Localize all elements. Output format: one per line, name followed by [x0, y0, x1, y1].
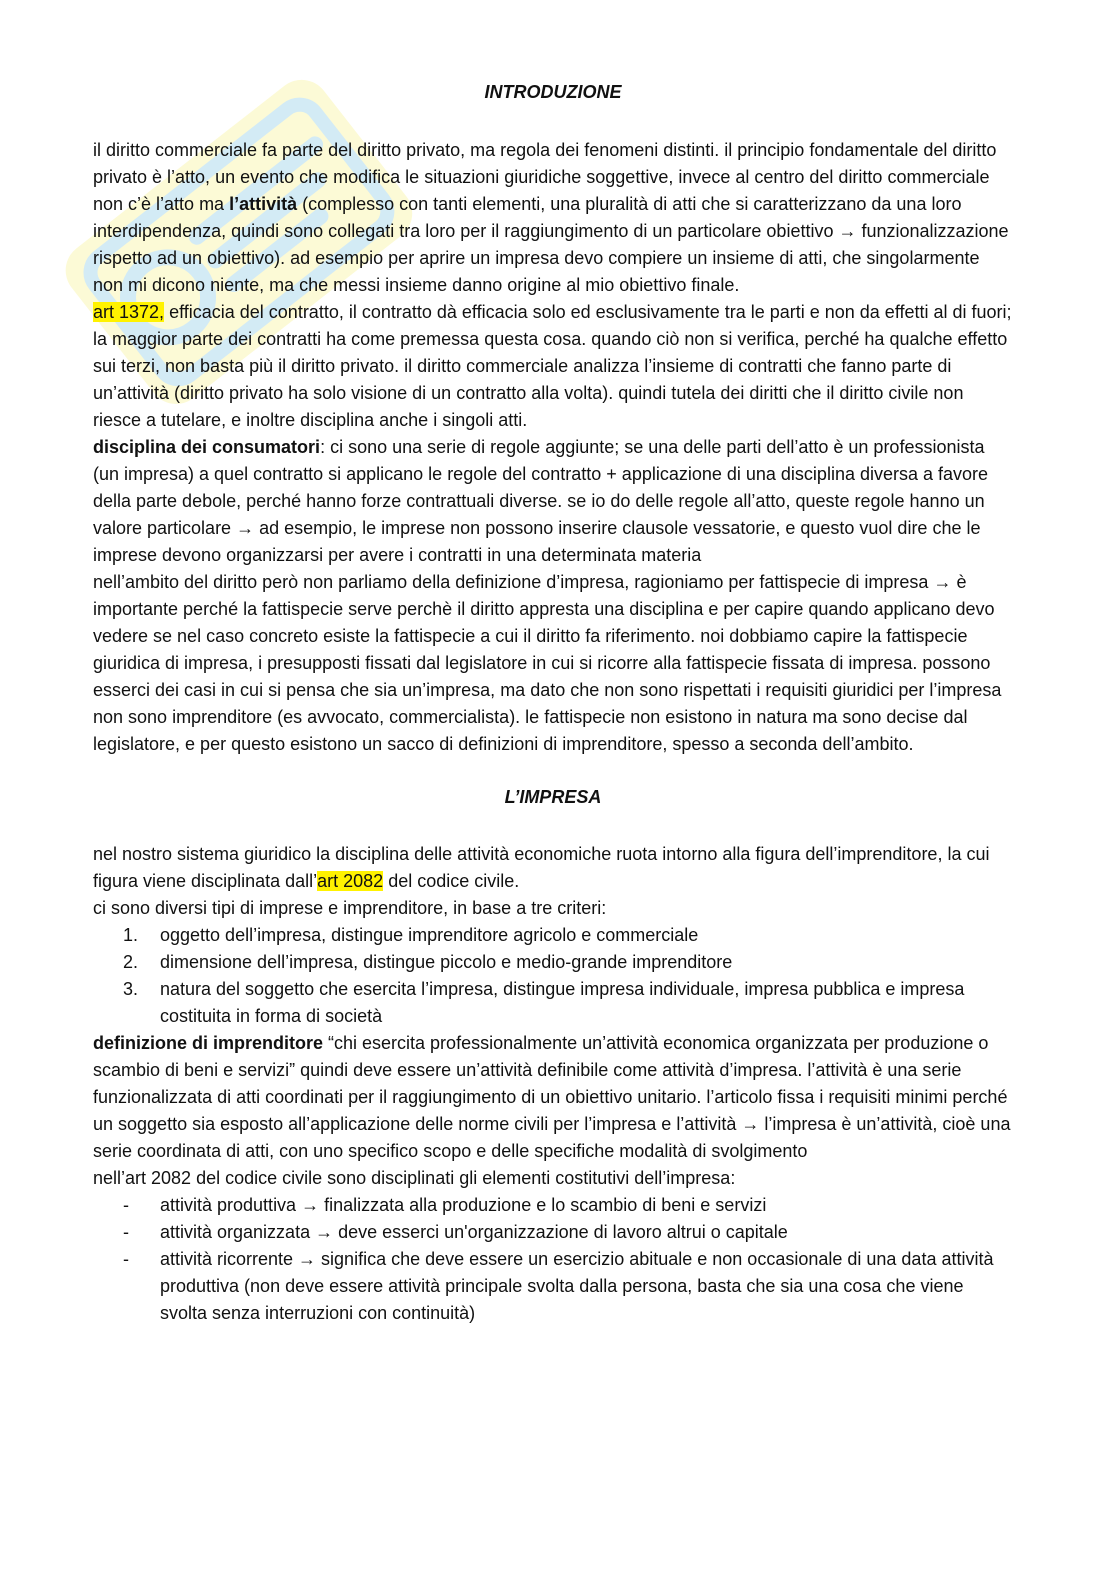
highlighted-article: art 1372,	[93, 302, 165, 322]
paragraph: nell’art 2082 del codice civile sono disciplinati gli elementi costitutivi dell’impresa:	[93, 1168, 736, 1188]
highlighted-article: art 2082	[317, 871, 384, 891]
bold-term: disciplina dei consumatori	[93, 437, 321, 457]
list-item: 1. oggetto dell’impresa, distingue imprenditore agricolo e commerciale	[123, 925, 699, 945]
list-item: - attività ricorrente → significa che deve essere un esercizio abituale e non occasionale di una data attività produttiva (non deve essere attività principale svolta dalla persona, basta che sia una cosa che viene svolta senza interruzioni con continuità)	[123, 1249, 994, 1323]
paragraph: nel nostro sistema giuridico la disciplina delle attività economiche ruota intorno alla figura dell’imprenditore, la cui figura viene disciplinata dall’art 2082 del codice civile.	[93, 844, 990, 891]
paragraph: il diritto commerciale fa parte del diritto privato, ma regola dei fenomeni distinti. il principio fondamentale del diritto privato è l’atto, un evento che modifica le situazioni giuridiche soggettive, invece al centro del diritto commerciale non c’è l’atto ma l’attività (complesso con tanti elementi, una pluralità di atti che si caratterizzano da una loro interdipendenza, quindi sono collegati tra loro per il raggiungimento di un particolare obiettivo → funzionalizzazione rispetto ad un obiettivo). ad esempio per aprire un impresa devo compiere un insieme di atti, che singolarmente non mi dicono niente, ma che messi insieme danno origine al mio obiettivo finale.	[93, 140, 1009, 295]
list-item: 3. natura del soggetto che esercita l’impresa, distingue impresa individuale, impresa pubblica e impresa costituita in forma di società	[123, 979, 965, 1026]
elements-list	[93, 1192, 1013, 1327]
section-heading-impresa: L’IMPRESA	[504, 787, 602, 807]
bold-term: l’attività	[229, 194, 298, 214]
paragraph: ci sono diversi tipi di imprese e imprenditore, in base a tre criteri:	[93, 898, 607, 918]
criteria-list	[93, 922, 1013, 1030]
paragraph: art 1372, efficacia del contratto, il contratto dà efficacia solo ed esclusivamente tra le parti e non da effetti al di fuori; la maggior parte dei contratti ha come premessa questa cosa. quando ciò non si verifica, perché ha qualche effetto sui terzi, non basta più il diritto privato. il diritto commerciale analizza l’insieme di contratti che fanno parte di un’attività (diritto privato ha solo visione di un contratto alla volta). quindi tutela dei diritti che il diritto civile non riesce a tutelare, e inoltre disciplina anche i singoli atti.	[93, 302, 1012, 430]
paragraph: definizione di imprenditore “chi esercita professionalmente un’attività economica organizzata per produzione o scambio di beni e servizi” quindi deve essere un’attività definibile come attività d’impresa. l’attività è una serie funzionalizzata di atti coordinati per il raggiungimento di un obiettivo unitario. l’articolo fissa i requisiti minimi perché un soggetto sia esposto all’applicazione delle norme civili per l’impresa e l’attività → l’impresa è un’attività, cioè una serie coordinata di atti, con uno specifico scopo e delle specifiche modalità di svolgimento	[93, 1033, 1011, 1161]
paragraph: nell’ambito del diritto però non parliamo della definizione d’impresa, ragioniamo per fattispecie di impresa → è importante perché la fattispecie serve perchè il diritto appresta una disciplina e per capire quando applicano devo vedere se nel caso concreto esiste la fattispecie a cui il diritto fa riferimento. noi dobbiamo capire la fattispecie giuridica di impresa, i presupposti fissati dal legislatore in cui si ricorre alla fattispecie fissata di impresa. possono esserci dei casi in cui si pensa che sia un’impresa, ma dato che non sono rispettati i requisiti giuridici per l’impresa non sono imprenditore (es avvocato, commercialista). le fattispecie non esistono in natura ma sono decise dal legislatore, e per questo esistono un sacco di definizioni di imprenditore, spesso a seconda dell’ambito.	[93, 572, 1002, 754]
list-item: - attività organizzata → deve esserci un'organizzazione di lavoro altrui o capitale	[123, 1222, 788, 1242]
document-body	[93, 76, 1013, 1327]
list-item: - attività produttiva → finalizzata alla produzione e lo scambio di beni e servizi	[123, 1195, 767, 1215]
bold-term: definizione di imprenditore	[93, 1033, 324, 1053]
list-item: 2. dimensione dell’impresa, distingue piccolo e medio-grande imprenditore	[123, 952, 733, 972]
paragraph: disciplina dei consumatori: ci sono una serie di regole aggiunte; se una delle parti dell’atto è un professionista (un impresa) a quel contratto si applicano le regole del contratto + applicazione di una disciplina diversa a favore della parte debole, perché hanno forze contrattuali diverse. se io do delle regole all’atto, queste regole hanno un valore particolare → ad esempio, le imprese non possono inserire clausole vessatorie, e questo vuol dire che le imprese devono organizzarsi per avere i contratti in una determinata materia	[93, 437, 989, 565]
section-heading-introduzione: INTRODUZIONE	[484, 82, 622, 102]
